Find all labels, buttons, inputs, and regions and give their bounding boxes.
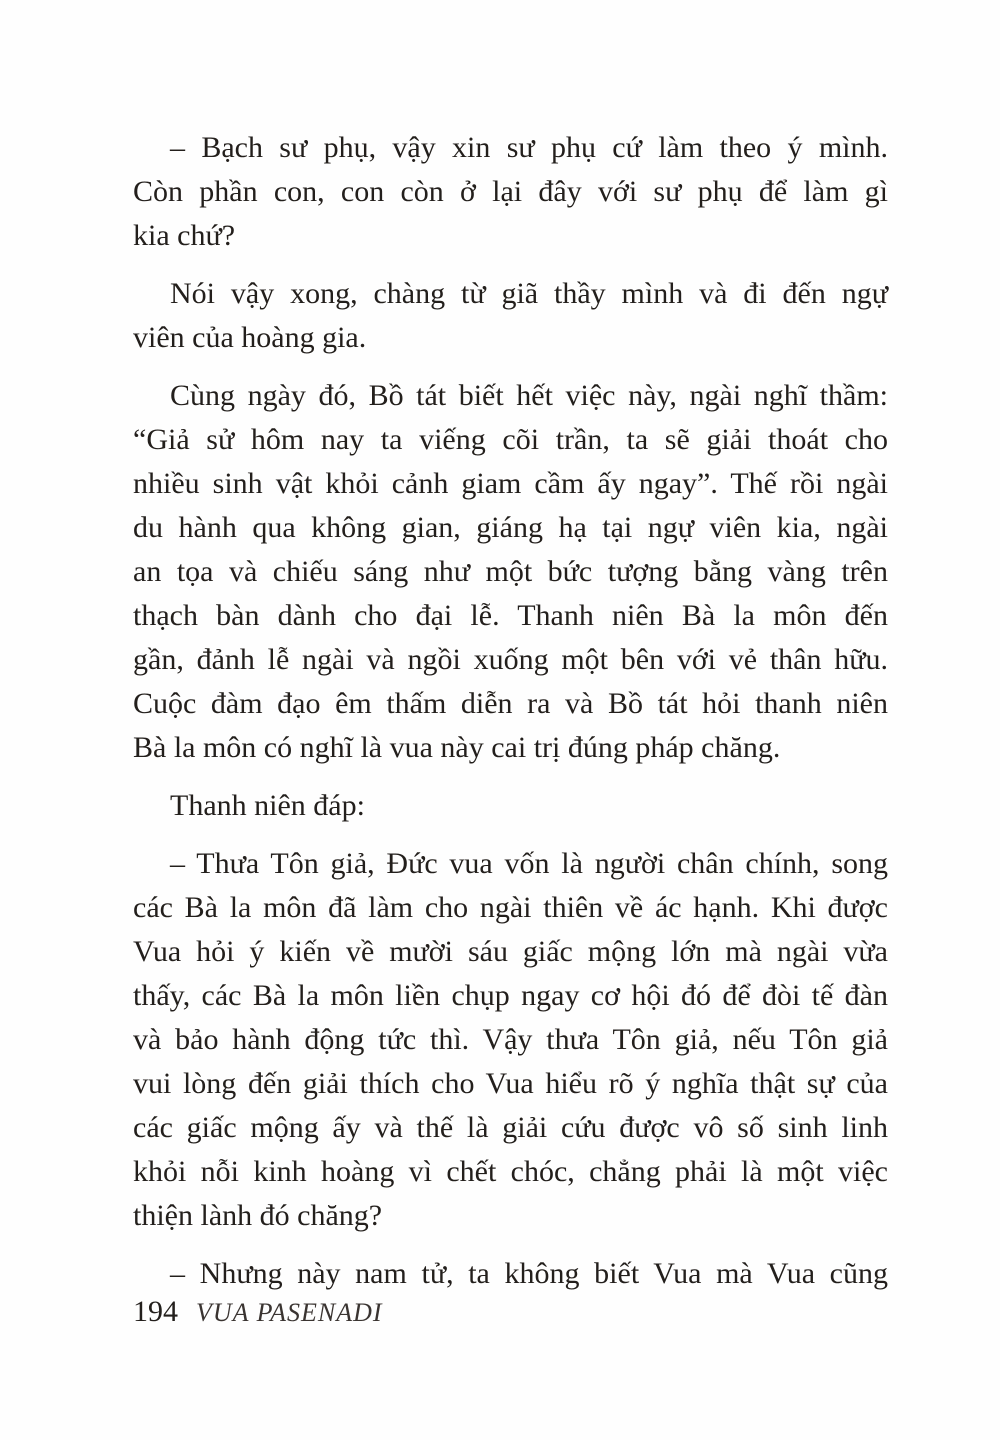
- paragraph: [133, 842, 888, 1238]
- page-footer: [133, 1290, 383, 1334]
- text-line: Thanh niên đáp:: [170, 789, 365, 822]
- text-line: nhiều sinh vật khỏi cảnh giam cầm ấy ngay”. Thế rồi ngài: [133, 467, 888, 500]
- text-line: các Bà la môn đã làm cho ngài thiên về ác hạnh. Khi được: [133, 891, 888, 924]
- text-line: gần, đảnh lễ ngài và ngồi xuống một bên với vẻ thân hữu.: [133, 643, 888, 676]
- text-line: và bảo hành động tức thì. Vậy thưa Tôn giả, nếu Tôn giả: [133, 1023, 888, 1056]
- page-number: 194: [133, 1295, 178, 1328]
- running-title: VUA PASENADI: [196, 1298, 383, 1327]
- text-line: thiện lành đó chăng?: [133, 1199, 383, 1232]
- text-line: du hành qua không gian, giáng hạ tại ngự viên kia, ngài: [133, 511, 888, 544]
- paragraph: [133, 126, 888, 258]
- text-line: “Giả sử hôm nay ta viếng cõi trần, ta sẽ giải thoát cho: [133, 423, 888, 456]
- body-text: [133, 126, 888, 1310]
- text-line: – Thưa Tôn giả, Đức vua vốn là người chân chính, song: [170, 847, 888, 880]
- text-line: thấy, các Bà la môn liền chụp ngay cơ hội đó để đòi tế đàn: [133, 979, 888, 1012]
- text-line: Còn phần con, con còn ở lại đây với sư phụ để làm gì: [133, 175, 888, 208]
- text-line: các giấc mộng ấy và thế là giải cứu được vô số sinh linh: [133, 1111, 888, 1144]
- paragraph: [133, 784, 888, 828]
- text-line: an tọa và chiếu sáng như một bức tượng bằng vàng trên: [133, 555, 888, 588]
- text-line: Cùng ngày đó, Bồ tát biết hết việc này, ngài nghĩ thầm:: [170, 379, 888, 412]
- text-line: – Nhưng này nam tử, ta không biết Vua mà Vua cũng: [170, 1257, 888, 1290]
- text-line: Cuộc đàm đạo êm thấm diễn ra và Bồ tát hỏi thanh niên: [133, 687, 888, 720]
- text-line: – Bạch sư phụ, vậy xin sư phụ cứ làm theo ý mình.: [170, 131, 888, 164]
- text-line: vui lòng đến giải thích cho Vua hiểu rõ ý nghĩa thật sự của: [133, 1067, 888, 1100]
- text-line: viên của hoàng gia.: [133, 321, 367, 354]
- text-line: thạch bàn dành cho đại lễ. Thanh niên Bà la môn đến: [133, 599, 888, 632]
- text-line: Bà la môn có nghĩ là vua này cai trị đúng pháp chăng.: [133, 731, 781, 764]
- paragraph: [133, 272, 888, 360]
- text-line: Vua hỏi ý kiến về mười sáu giấc mộng lớn mà ngài vừa: [133, 935, 888, 968]
- text-line: kia chứ?: [133, 219, 236, 252]
- text-line: Nói vậy xong, chàng từ giã thầy mình và đi đến ngự: [170, 277, 888, 310]
- paragraph: [133, 374, 888, 770]
- text-line: khỏi nỗi kinh hoàng vì chết chóc, chẳng phải là một việc: [133, 1155, 888, 1188]
